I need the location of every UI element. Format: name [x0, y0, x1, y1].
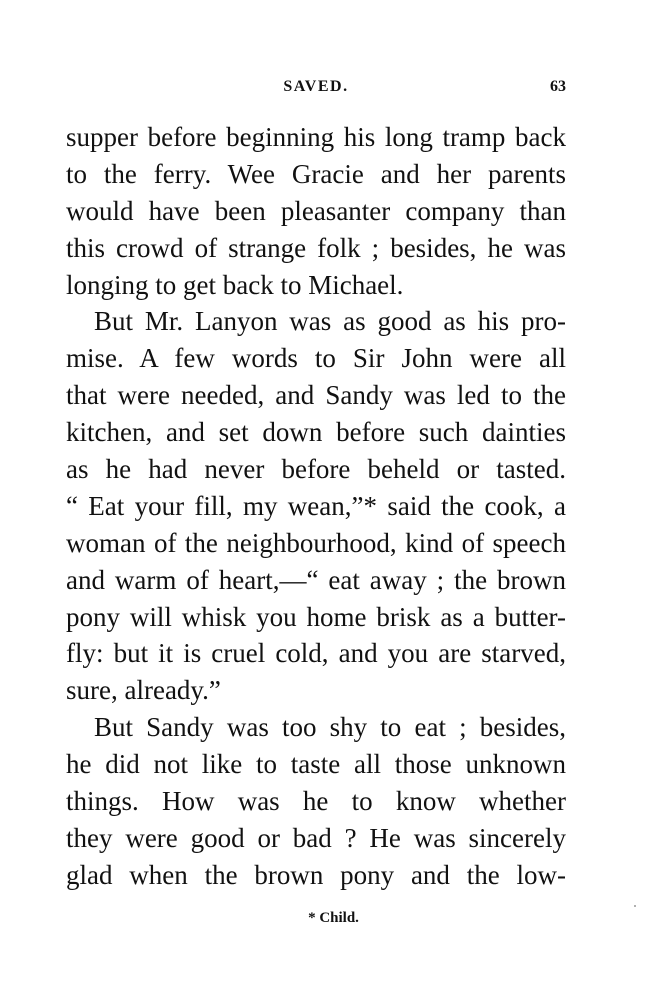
text-line: mise. A few words to Sir John were all [66, 343, 566, 374]
text-line: “ Eat your fill, my wean,”* said the cook, a [66, 490, 566, 521]
text-line: as he had never before beheld or tasted. [66, 454, 566, 485]
paragraph [66, 709, 566, 893]
text-line: they were good or bad ? He was sincerely [66, 822, 566, 853]
footnote: * Child. [308, 910, 359, 926]
text-line: longing to get back to Michael. [66, 269, 404, 300]
page-number: 63 [550, 78, 566, 95]
text-line: and warm of heart,—“ eat away ; the brown [66, 564, 566, 595]
text-line: would have been pleasanter company than [66, 195, 566, 226]
text-line: woman of the neighbourhood, kind of speech [66, 527, 566, 558]
text-line: things. How was he to know whether [66, 786, 566, 817]
running-head [66, 78, 566, 100]
text-line: glad when the brown pony and the low- [66, 859, 566, 890]
text-line: this crowd of strange folk ; besides, he was [66, 232, 566, 263]
text-line: that were needed, and Sandy was led to the [66, 380, 566, 411]
text-line: pony will whisk you home brisk as a butter- [66, 601, 566, 632]
text-line: to the ferry. Wee Gracie and her parents [66, 158, 566, 189]
text-line: kitchen, and set down before such dainties [66, 417, 566, 448]
running-title: SAVED. [283, 78, 349, 95]
text-line: But Mr. Lanyon was as good as his pro- [94, 306, 566, 337]
text-line: But Sandy was too shy to eat ; besides, [94, 712, 566, 743]
text-line: fly: but it is cruel cold, and you are starved, [66, 638, 566, 669]
text-line: sure, already.” [66, 675, 221, 706]
paragraph [66, 119, 566, 303]
body-text [66, 119, 566, 894]
text-line: supper before beginning his long tramp back [66, 122, 566, 152]
text-line: he did not like to taste all those unknown [66, 749, 566, 780]
paper-speck [634, 905, 636, 907]
paragraph [66, 303, 566, 709]
